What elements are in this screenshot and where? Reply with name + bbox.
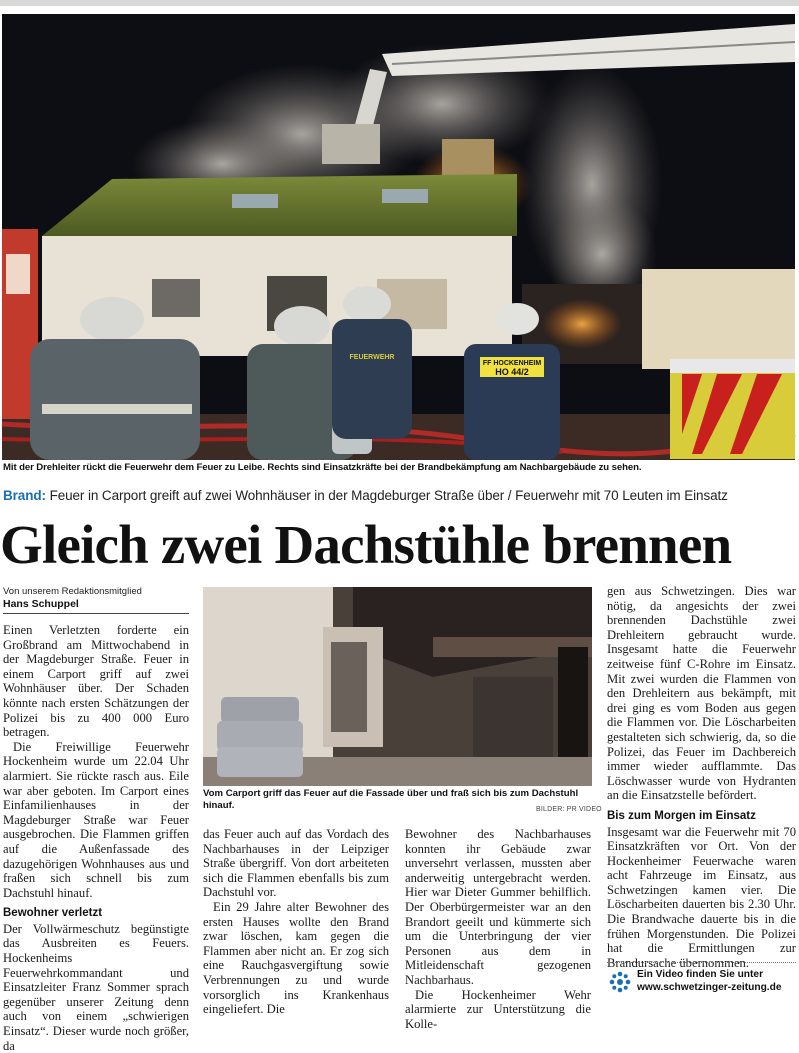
main-photo <box>2 14 795 460</box>
helmet-text: FEUERWEHR <box>349 354 395 361</box>
byline-rule <box>3 613 189 614</box>
video-hint-box <box>607 962 796 996</box>
article-column-1 <box>3 623 189 1053</box>
video-hint-line1: Ein Video finden Sie unter <box>637 969 764 980</box>
article-paragraph: Bewohner des Nachbarhauses konnten ihr Gebäude zwar unversehrt verlassen, mussten aber anderweitig untergebracht werden. Hier war Dieter Gummer behilflich. Der Oberbürgermeister war an den Brandort geeilt und kümmerte sich um die Unterbringung der vier Personen aus dem in Mitleidenschaft gezogenen Nachbarhaus. <box>405 827 591 987</box>
second-photo <box>203 587 592 786</box>
video-icon <box>609 971 631 993</box>
kicker-label: Brand: <box>3 488 46 503</box>
subhead-bewohner: Bewohner verletzt <box>3 907 103 920</box>
article-paragraph: Die Hockenheimer Wehr alarmierte zur Unterstützung die Kolle- <box>405 987 591 1031</box>
article-paragraph: Einen Verletzten forderte ein Großbrand am Mittwochabend in der Magdeburger Straße. Feuer in einem Carport griff auf zwei Wohnhäuser über. Der Schaden könnte nach ersten Schätzungen der Polizei bis zu 400 000 Euro betragen. <box>3 623 189 740</box>
second-photo-caption: Vom Carport griff das Feuer auf die Fassade über und fraß sich bis zum Dachstuhl hinauf. <box>203 788 579 811</box>
top-rule <box>0 0 799 6</box>
kicker-line <box>3 488 793 503</box>
headline: Gleich zwei Dachstühle brennen <box>0 514 732 575</box>
article-paragraph: Ein 29 Jahre alter Bewohner des ersten Hauses wollte den Brand zwar löschen, kam gegen die Flammen aber nicht an. Er zog sich eine Rauchgasvergiftung sowie Verbrennungen zu und wurde vorsorglich ins Krankenhaus eingeliefert. Die <box>203 899 389 1017</box>
article-column-2 <box>203 827 389 1017</box>
main-photo-caption: Mit der Drehleiter rückt die Feuerwehr dem Feuer zu Leibe. Rechts sind Einsatzkräfte bei der Brandbekämpfung am Nachbargebäude zu sehen. <box>3 462 642 473</box>
article-paragraph: Der Vollwärmeschutz begünstigte das Ausbreiten es Feuers. Hockenheims Feuerwehrkommandant und Einsatzleiter Franz Sommer sprach gegenüber unserer Zeitung denn auch von einem „schwierigen Einsatz“. Dieser wurde noch größer, da <box>3 921 189 1053</box>
second-photo-illustration <box>203 587 592 786</box>
article-column-4 <box>607 584 796 970</box>
vest-code-text: HO 44/2 <box>495 367 529 377</box>
kicker-text: Feuer in Carport greift auf zwei Wohnhäuser in der Magdeburger Straße über / Feuerwehr mit 70 Leuten im Einsatz <box>49 488 728 503</box>
article-paragraph: Die Freiwillige Feuerwehr Hockenheim wurde um 22.04 Uhr alarmiert. Sie rückte rasch aus. Eile war aber geboten. Im Carport eines Einfamilienhauses in der Magdeburger Straße war Feuer ausgebrochen. Die Flammen griffen auf die Außenfassade des dazugehörigen Wohnhauses aus und fraßen sich schnell bis zum Dachstuhl hinauf. <box>3 739 189 900</box>
video-hint-text <box>637 969 782 994</box>
video-hint-url[interactable]: www.schwetzinger-zeitung.de <box>637 981 782 993</box>
article-paragraph: das Feuer auch auf das Vordach des Nachbarhauses in der Leipziger Straße übergriff. Von dort arbeiteten sich die Flammen ebenfalls bis zum Dachstuhl vor. <box>203 827 389 900</box>
article-column-3 <box>405 827 591 1031</box>
photo-credit: BILDER: PR VIDEO <box>536 806 602 813</box>
article-paragraph: gen aus Schwetzingen. Dies war nötig, da angesichts der zwei brennenden Dachstühle zwei Drehleitern gebraucht wurde. Insgesamt hatte die Feuerwehr zeitweise fünf C-Rohre im Einsatz. Mit zwei wurden die Flammen von den Drehleitern aus bekämpft, mit drei ging es vom Boden aus gegen die Flammen vor. Die Löscharbeiten gestalteten sich schwierig, da, so die Polizei, das Feuer im Dachbereich immer wieder aufflammte. Das Löschwasser wurde von Hydranten an die Einsatzstelle befördert. <box>607 584 796 803</box>
byline-prefix: Von unserem Redaktionsmitglied <box>3 586 142 597</box>
subhead-morgen: Bis zum Morgen im Einsatz <box>607 809 756 822</box>
vest-label-text: FF HOCKENHEIM <box>482 360 542 367</box>
main-photo-illustration <box>2 14 795 460</box>
article-paragraph: Insgesamt war die Feuerwehr mit 70 Einsatzkräften vor Ort. Von der Hockenheimer Feuerwache waren acht Fahrzeuge im Einsatz, aus Schwetzingen kamen vier. Die Löscharbeiten dauerten bis 2.30 Uhr. Die Brandwache dauerte bis in die frühen Morgenstunden. Die Polizei hat die Ermittlungen zur Brandursache übernommen. <box>607 824 796 970</box>
byline-author: Hans Schuppel <box>3 598 79 610</box>
